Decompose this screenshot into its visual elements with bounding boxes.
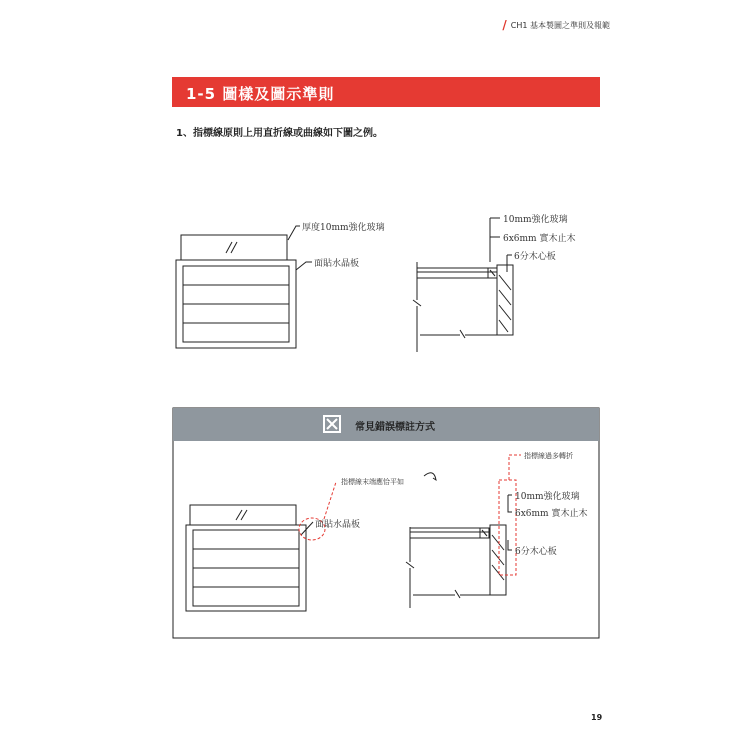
label-glass2: 10mm強化玻璃 xyxy=(503,215,568,225)
label-solid: 6x6mm 實木止木 xyxy=(503,234,576,244)
note-many: 指標線過多轉折 xyxy=(524,452,573,460)
panel-title: 常見錯誤標註方式 xyxy=(355,422,435,433)
note-flat: 指標線末端應恰平如 xyxy=(341,478,404,486)
rule-text: 1、指標線原則上用直折線或曲線如下圖之例。 xyxy=(176,128,383,139)
panel-header xyxy=(173,408,599,441)
panel-label-glass2: 10mm強化玻璃 xyxy=(515,492,580,502)
label-core: 6分木心板 xyxy=(514,252,556,262)
x-box-icon xyxy=(323,415,341,433)
slash-icon: / xyxy=(502,18,507,32)
label-glass: 厚度10mm強化玻璃 xyxy=(302,223,385,233)
panel-label-crystal: 面貼水晶板 xyxy=(315,520,361,530)
label-crystal: 面貼水晶板 xyxy=(314,259,360,269)
panel-label-core: 6分木心板 xyxy=(515,547,557,557)
page-number: 19 xyxy=(591,713,603,722)
chapter-title: CH1 基本製圖之準則及報範 xyxy=(510,20,610,30)
section-title: 1-5 圖樣及圖示準則 xyxy=(186,85,335,103)
panel-label-solid: 6x6mm 實木止木 xyxy=(515,509,588,519)
